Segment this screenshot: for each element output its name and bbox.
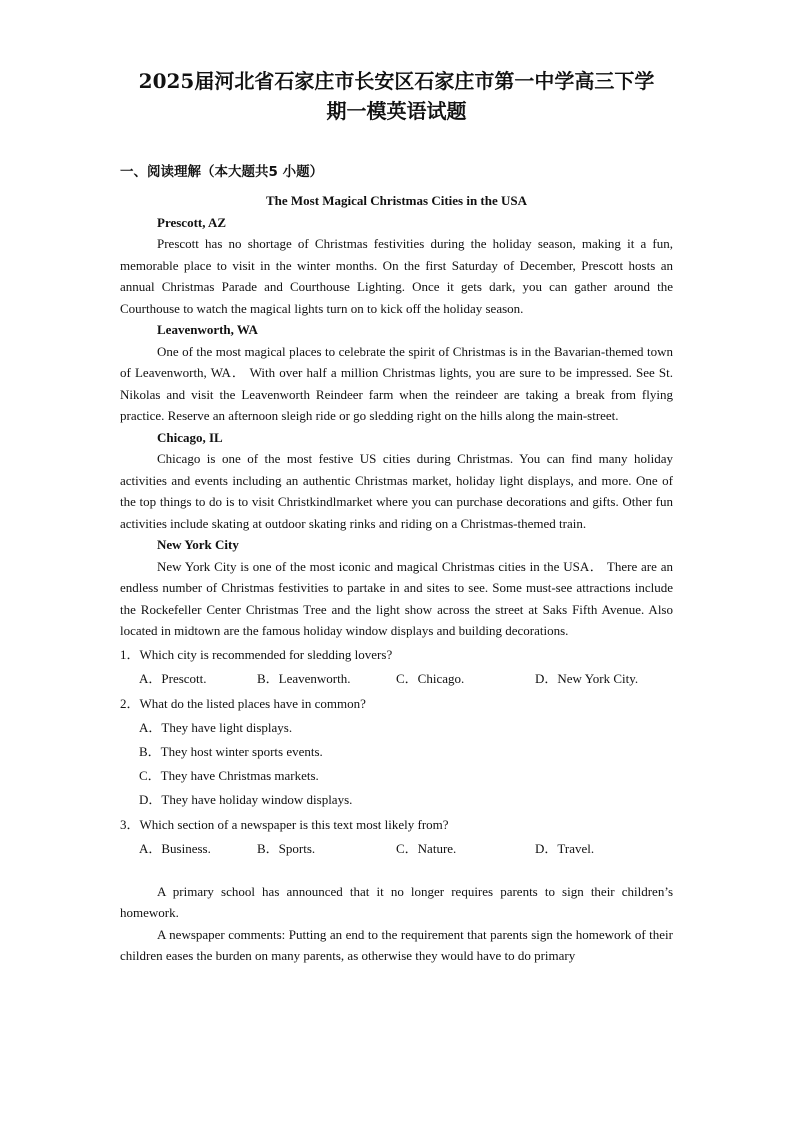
question-3: [120, 813, 673, 861]
option-d[interactable]: D．They have holiday window displays.: [139, 791, 353, 807]
option-d[interactable]: D．Travel.: [535, 840, 595, 856]
section-subheading: Prescott, AZ: [157, 214, 227, 230]
passage-2: [120, 881, 673, 967]
option-d[interactable]: D．New York City.: [535, 670, 639, 686]
article-section-chicago: [120, 427, 673, 535]
article-section-prescott: [120, 212, 673, 320]
passage-paragraph: A newspaper comments: Putting an end to the requirement that parents sign the homework of their children eases the burden on many parents, as otherwise they would have to do primary: [120, 926, 673, 963]
question-number: 3．: [120, 816, 140, 832]
section-subheading: Leavenworth, WA: [157, 322, 258, 337]
option-b[interactable]: B．Sports.: [257, 840, 316, 856]
title-line-2: 期一模英语试题: [326, 99, 467, 123]
section-heading: 一、阅读理解（本大题共5 小题）: [120, 164, 324, 180]
question-text: What do the listed places have in common?: [139, 695, 366, 711]
question-number: 2．: [120, 695, 140, 711]
option-a[interactable]: A．Business.: [139, 840, 211, 856]
question-text: Which section of a newspaper is this text most likely from?: [139, 816, 449, 832]
option-c[interactable]: C．Nature.: [396, 840, 457, 856]
answer-options: [120, 837, 673, 861]
option-c[interactable]: C．They have Christmas markets.: [139, 767, 319, 783]
reading-content: [120, 190, 673, 967]
section-paragraph: Prescott has no shortage of Christmas festivities during the holiday season, making it a fun, memorable place to visit in the winter months. On the first Saturday of December, Prescott hosts an annual Christmas Parade and Courthouse Lighting. Once it gets dark, you can gather around the Courthouse to watch the magical lights turn on to kick off the holiday season.: [120, 236, 673, 316]
section-paragraph: Chicago is one of the most festive US cities during Christmas. You can find many holiday activities and events including an authentic Christmas market, holiday light displays, and more. One of the top things to do is to visit Christkindlmarket where you can purchase decorations and gifts. Other fun activities include skating at outdoor skating rinks and riding on a Christmas-themed train.: [120, 451, 673, 531]
question-stem: [120, 643, 673, 667]
option-b[interactable]: B．They host winter sports events.: [139, 743, 323, 759]
option-a[interactable]: A．Prescott.: [139, 670, 207, 686]
question-stem: [120, 692, 673, 716]
question-text: Which city is recommended for sledding lovers?: [139, 646, 393, 662]
section-paragraph: One of the most magical places to celebrate the spirit of Christmas is in the Bavarian-themed town of Leavenworth, WA． With over half a million Christmas lights, you are sure to be impressed. See St. Nikolas and visit the Leavenworth Reindeer farm when the reindeer are taking a break from flying practice. Reserve an afternoon sleigh ride or go sledding right on the hills along the main-street.: [120, 343, 673, 423]
passage-paragraph: A primary school has announced that it no longer requires parents to sign their children’s homework.: [120, 883, 673, 920]
section-paragraph: New York City is one of the most iconic and magical Christmas cities in the USA． There are an endless number of Christmas festivities to partake in and sites to see. Some must-see attractions include the Rockefeller Center Christmas Tree and the light show across the street at Saks Fifth Avenue. Also located in midtown are the famous holiday window displays and building decorations.: [120, 558, 673, 638]
option-c[interactable]: C．Chicago.: [396, 670, 465, 686]
article-section-new-york: [120, 534, 673, 642]
question-1: [120, 643, 673, 691]
article-section-leavenworth: [120, 319, 673, 427]
question-2: [120, 692, 673, 812]
option-b[interactable]: B．Leavenworth.: [257, 670, 351, 686]
question-number: 1．: [120, 646, 140, 662]
section-subheading: Chicago, IL: [157, 429, 223, 445]
page-title: [120, 66, 673, 126]
passage-gap: [120, 861, 673, 881]
title-line-1: 2025届河北省石家庄市长安区石家庄市第一中学高三下学: [138, 69, 655, 93]
option-a[interactable]: A．They have light displays.: [139, 719, 293, 735]
question-stem: [120, 813, 673, 837]
section-subheading: New York City: [157, 537, 239, 552]
article-title: The Most Magical Christmas Cities in the USA: [265, 193, 528, 208]
answer-options: [120, 667, 673, 691]
